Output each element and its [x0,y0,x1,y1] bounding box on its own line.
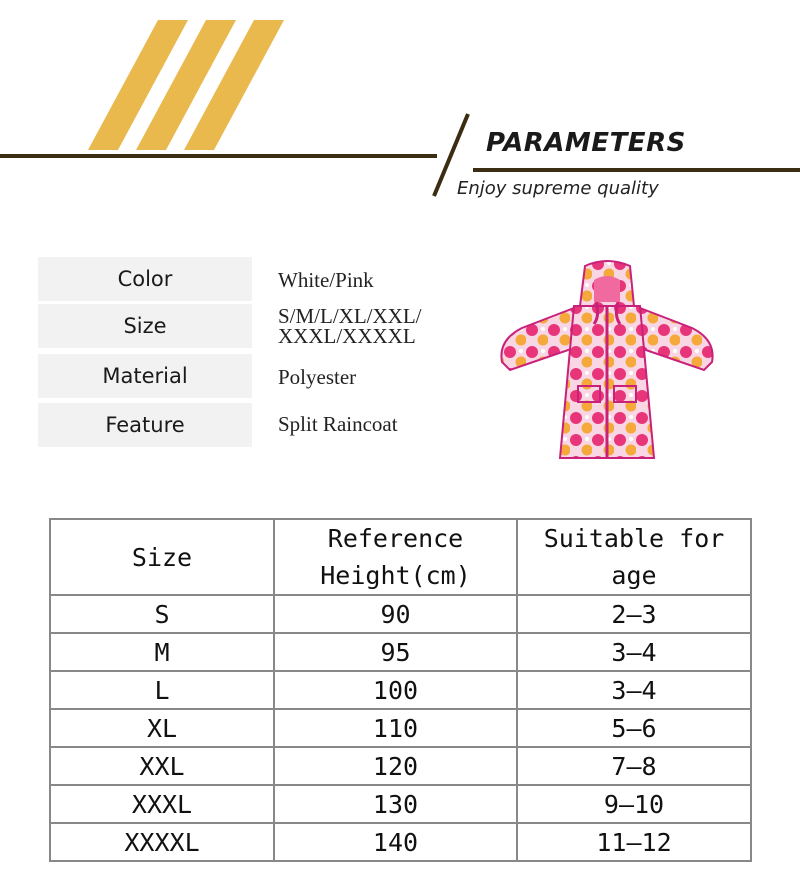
size-table-header-size: Size [50,519,274,595]
size-cell: S [50,595,274,633]
header-rule-right [473,168,800,172]
size-cell: XL [50,709,274,747]
size-chart-table [49,518,752,862]
spec-value-material: Polyester [278,365,357,389]
age-cell: 7—8 [517,747,751,785]
size-table-header-age: Suitable for age [517,519,751,595]
raincoat-product-image [482,258,732,464]
size-table-header-row [50,519,751,595]
age-cell: 2—3 [517,595,751,633]
size-cell: XXXXL [50,823,274,861]
table-row [50,709,751,747]
height-cell: 90 [274,595,517,633]
spec-label-size: Size [38,304,252,348]
age-cell: 9—10 [517,785,751,823]
section-title: PARAMETERS [486,128,686,158]
section-subtitle: Enjoy supreme quality [457,178,659,199]
age-cell: 3—4 [517,671,751,709]
height-cell: 95 [274,633,517,671]
table-row [50,671,751,709]
table-row [50,747,751,785]
age-cell: 5—6 [517,709,751,747]
table-row [50,823,751,861]
header-rule-left [0,154,437,158]
height-cell: 120 [274,747,517,785]
table-row [50,633,751,671]
size-cell: XXL [50,747,274,785]
spec-label-material: Material [38,354,252,398]
spec-label-color: Color [38,257,252,301]
height-cell: 100 [274,671,517,709]
spec-value-size-line2: XXXL/XXXXL [278,324,416,348]
spec-value-feature: Split Raincoat [278,412,398,436]
spec-value-size-line1: S/M/L/XL/XXL/ [278,304,422,328]
spec-value-color: White/Pink [278,268,374,292]
size-cell: XXXL [50,785,274,823]
size-cell: L [50,671,274,709]
size-table-header-height: Reference Height(cm) [274,519,517,595]
age-cell: 3—4 [517,633,751,671]
height-cell: 140 [274,823,517,861]
table-row [50,785,751,823]
size-cell: M [50,633,274,671]
table-row [50,595,751,633]
height-cell: 130 [274,785,517,823]
height-cell: 110 [274,709,517,747]
age-cell: 11—12 [517,823,751,861]
decorative-stripes [88,20,288,150]
spec-label-feature: Feature [38,403,252,447]
